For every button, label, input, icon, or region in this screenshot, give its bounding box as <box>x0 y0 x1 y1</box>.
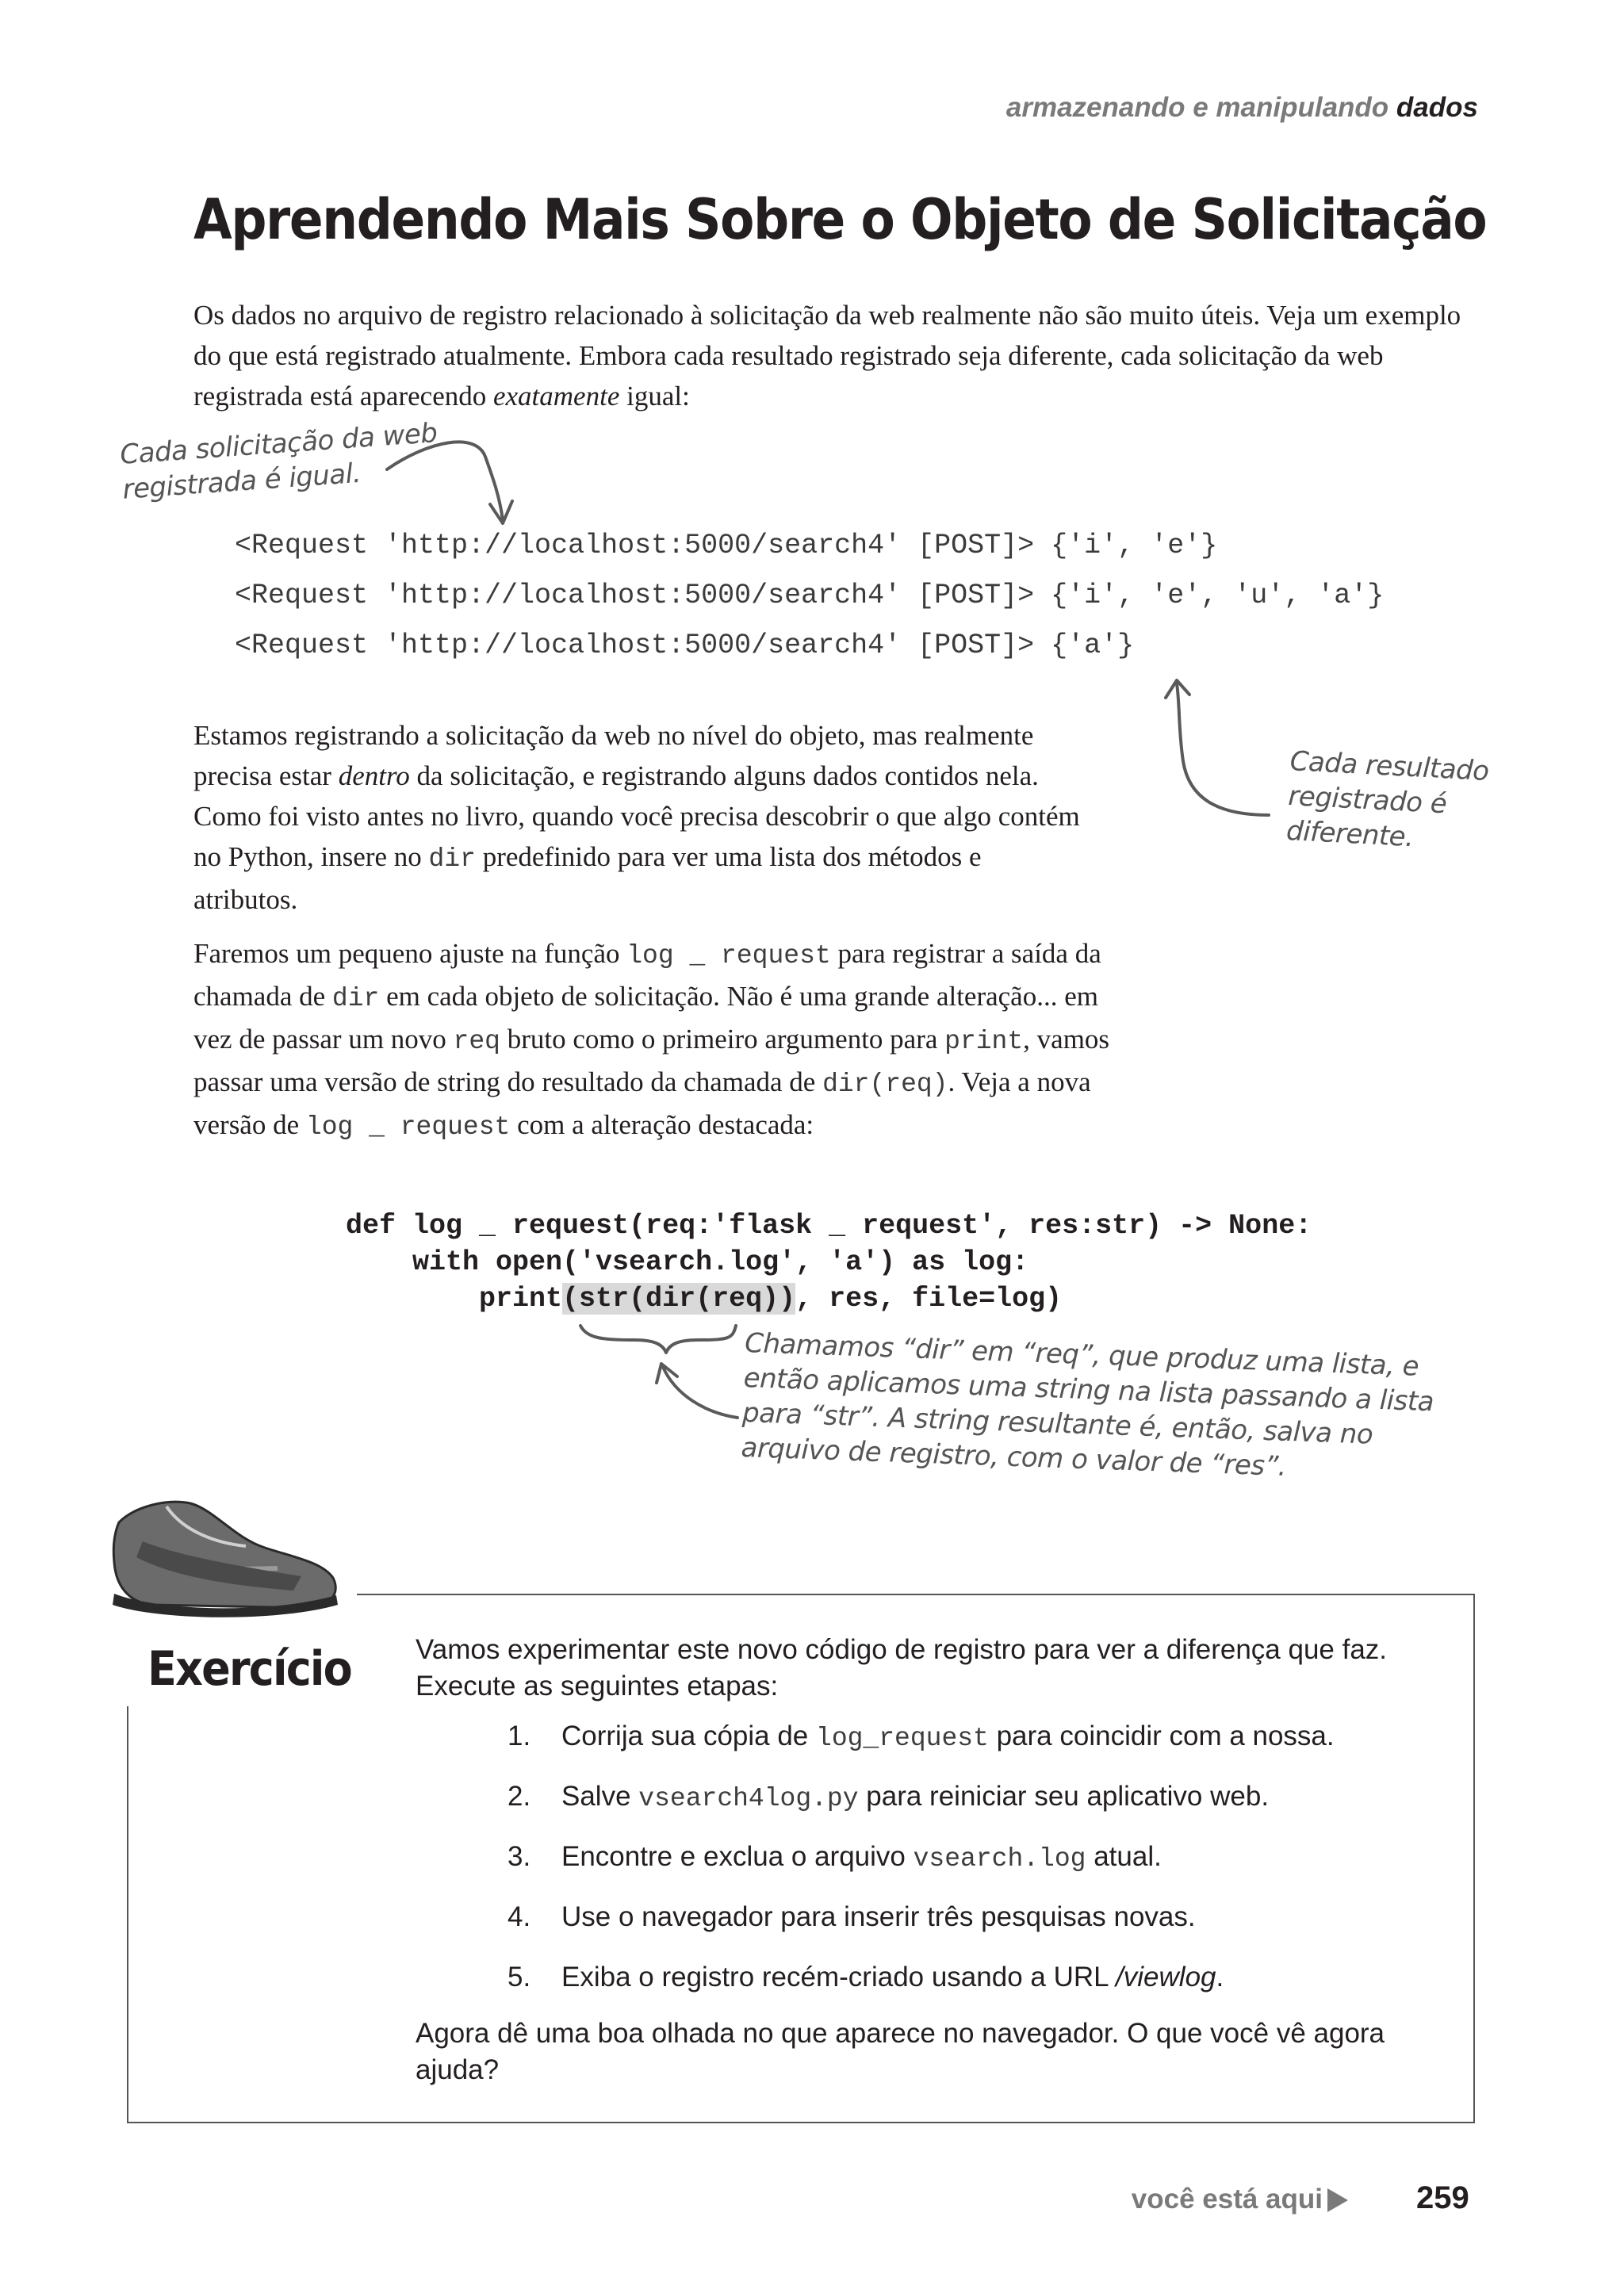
exercise-outro: Agora dê uma boa olhada no que aparece no navegador. O que você vê agora ajuda? <box>416 2018 1385 2085</box>
step-text: Salve <box>561 1781 631 1812</box>
para2-text-c: predefinido para ver uma lista dos métodos e atributos. <box>193 841 982 915</box>
inline-code: dir <box>331 984 380 1013</box>
para3-text: para registrar a saída da chamada de <box>193 938 1101 1012</box>
exercise-step <box>508 1962 1224 1993</box>
inline-code: dir <box>428 844 476 874</box>
code-segment: , res, file=log) <box>795 1283 1063 1315</box>
inline-code: print <box>944 1027 1024 1056</box>
annotation-same-request: Cada solicitação da web registrada é igual. <box>119 417 439 506</box>
code-line: def log _ request(req:'flask _ request', res:str) -> None: <box>346 1210 1312 1242</box>
exercise-step <box>508 1721 1335 1753</box>
log-line: <Request 'http://localhost:5000/search4' [POST]> {'a'} <box>235 630 1135 661</box>
inline-code: req <box>453 1027 500 1056</box>
annotation-different-result: Cada resultado registrado é diferente. <box>1285 745 1490 854</box>
running-header-light: armazenando e manipulando <box>1005 92 1389 123</box>
step-text: para coincidir com a nossa. <box>996 1721 1335 1751</box>
inline-code: dir(req) <box>822 1070 948 1099</box>
para3-text: Faremos um pequeno ajuste na função <box>193 938 620 969</box>
sneaker-icon <box>95 1475 365 1657</box>
para2-text-a: Estamos registrando a solicitação da web no nível do objeto, mas realmente precisa estar <box>193 720 1034 791</box>
step-text: . <box>1216 1962 1224 1992</box>
para3-text: , vamos passar uma versão de string do resultado da chamada de <box>193 1024 1110 1097</box>
step-number: 1. <box>508 1721 531 1751</box>
exercise-intro: Vamos experimentar este novo código de registro para ver a diferença que faz. Execute as seguintes etapas: <box>416 1634 1388 1702</box>
inline-code: log _ request <box>305 1112 511 1142</box>
code-segment: print <box>346 1283 563 1315</box>
log-line: <Request 'http://localhost:5000/search4' [POST]> {'i', 'e', 'u', 'a'} <box>235 580 1385 611</box>
code-line: with open('vsearch.log', 'a') as log: <box>346 1246 1029 1278</box>
para3-text: bruto como o primeiro argumento para <box>507 1024 938 1055</box>
step-text: atual. <box>1094 1841 1162 1872</box>
para3-text: com a alteração destacada: <box>517 1109 814 1140</box>
step-number: 3. <box>508 1841 531 1872</box>
arrowhead-icon <box>1166 680 1189 698</box>
arrow-to-results-icon <box>1177 683 1269 815</box>
triangle-right-icon <box>1326 2187 1350 2214</box>
arrowhead-icon <box>490 501 512 523</box>
para2-emphasis: dentro <box>338 760 410 791</box>
exercise-step <box>508 1781 1269 1813</box>
inline-code: vsearch.log <box>913 1844 1086 1874</box>
page-number: 259 <box>1416 2180 1469 2215</box>
inline-code: log_request <box>816 1724 989 1753</box>
step-number: 4. <box>508 1901 531 1932</box>
inline-code: vsearch4log.py <box>638 1784 859 1813</box>
running-header <box>1006 92 1478 124</box>
exercise-step <box>508 1901 1196 1933</box>
exercise-label: Exercício <box>147 1641 351 1697</box>
step-text: Corrija sua cópia de <box>561 1721 809 1751</box>
intro-text-a: Os dados no arquivo de registro relacionado à solicitação da web realmente não são muito úteis. Veja um exemplo do que está registrado atualmente. Embora cada resultado registrado seja diferente, cada solicitação da web registrada está aparecendo <box>193 300 1461 412</box>
page-title: Aprendendo Mais Sobre o Objeto de Solicitação <box>193 187 1487 252</box>
paragraph-adjustment <box>193 933 1129 1147</box>
step-text: para reiniciar seu aplicativo web. <box>866 1781 1270 1812</box>
para3-text: . Veja a nova versão de <box>193 1066 1091 1140</box>
para3-text: em cada objeto de solicitação. Não é uma grande alteração... em vez de passar um novo <box>193 981 1098 1055</box>
step-emphasis: /viewlog <box>1116 1962 1216 1992</box>
code-line <box>346 1283 1062 1315</box>
step-text: Encontre e exclua o arquivo <box>561 1841 906 1872</box>
step-number: 2. <box>508 1781 531 1812</box>
intro-text-b: igual: <box>626 381 690 412</box>
arrowhead-icon <box>657 1364 677 1383</box>
brace-icon <box>580 1326 736 1353</box>
paragraph-object-level <box>193 715 1090 920</box>
code-highlight: (str(dir(req)) <box>562 1283 796 1315</box>
running-header-bold: dados <box>1396 92 1478 123</box>
footer-you-are-here: você está aqui <box>1131 2184 1323 2215</box>
step-text: Use o navegador para inserir três pesquisas novas. <box>561 1901 1196 1932</box>
log-line: <Request 'http://localhost:5000/search4' [POST]> {'i', 'e'} <box>235 530 1218 561</box>
para2-text-b: da solicitação, e registrando alguns dados contidos nela. Como foi visto antes no livro, quando você precisa descobrir o que algo contém no Python, insere no <box>193 760 1080 872</box>
intro-emphasis: exatamente <box>492 381 620 412</box>
step-text: Exiba o registro recém-criado usando a URL <box>561 1962 1109 1992</box>
arrow-to-brace-icon <box>663 1367 737 1418</box>
step-number: 5. <box>508 1962 531 1992</box>
intro-paragraph <box>193 295 1462 416</box>
exercise-step <box>508 1841 1162 1874</box>
inline-code: log _ request <box>626 941 831 970</box>
annotation-code-explanation: Chamamos “dir” em “req”, que produz uma lista, e então aplicamos uma string na lista passando a lista para “str”. A string resultante é, então, salva no arquivo de registro, com o valor de “res”. <box>740 1326 1434 1483</box>
